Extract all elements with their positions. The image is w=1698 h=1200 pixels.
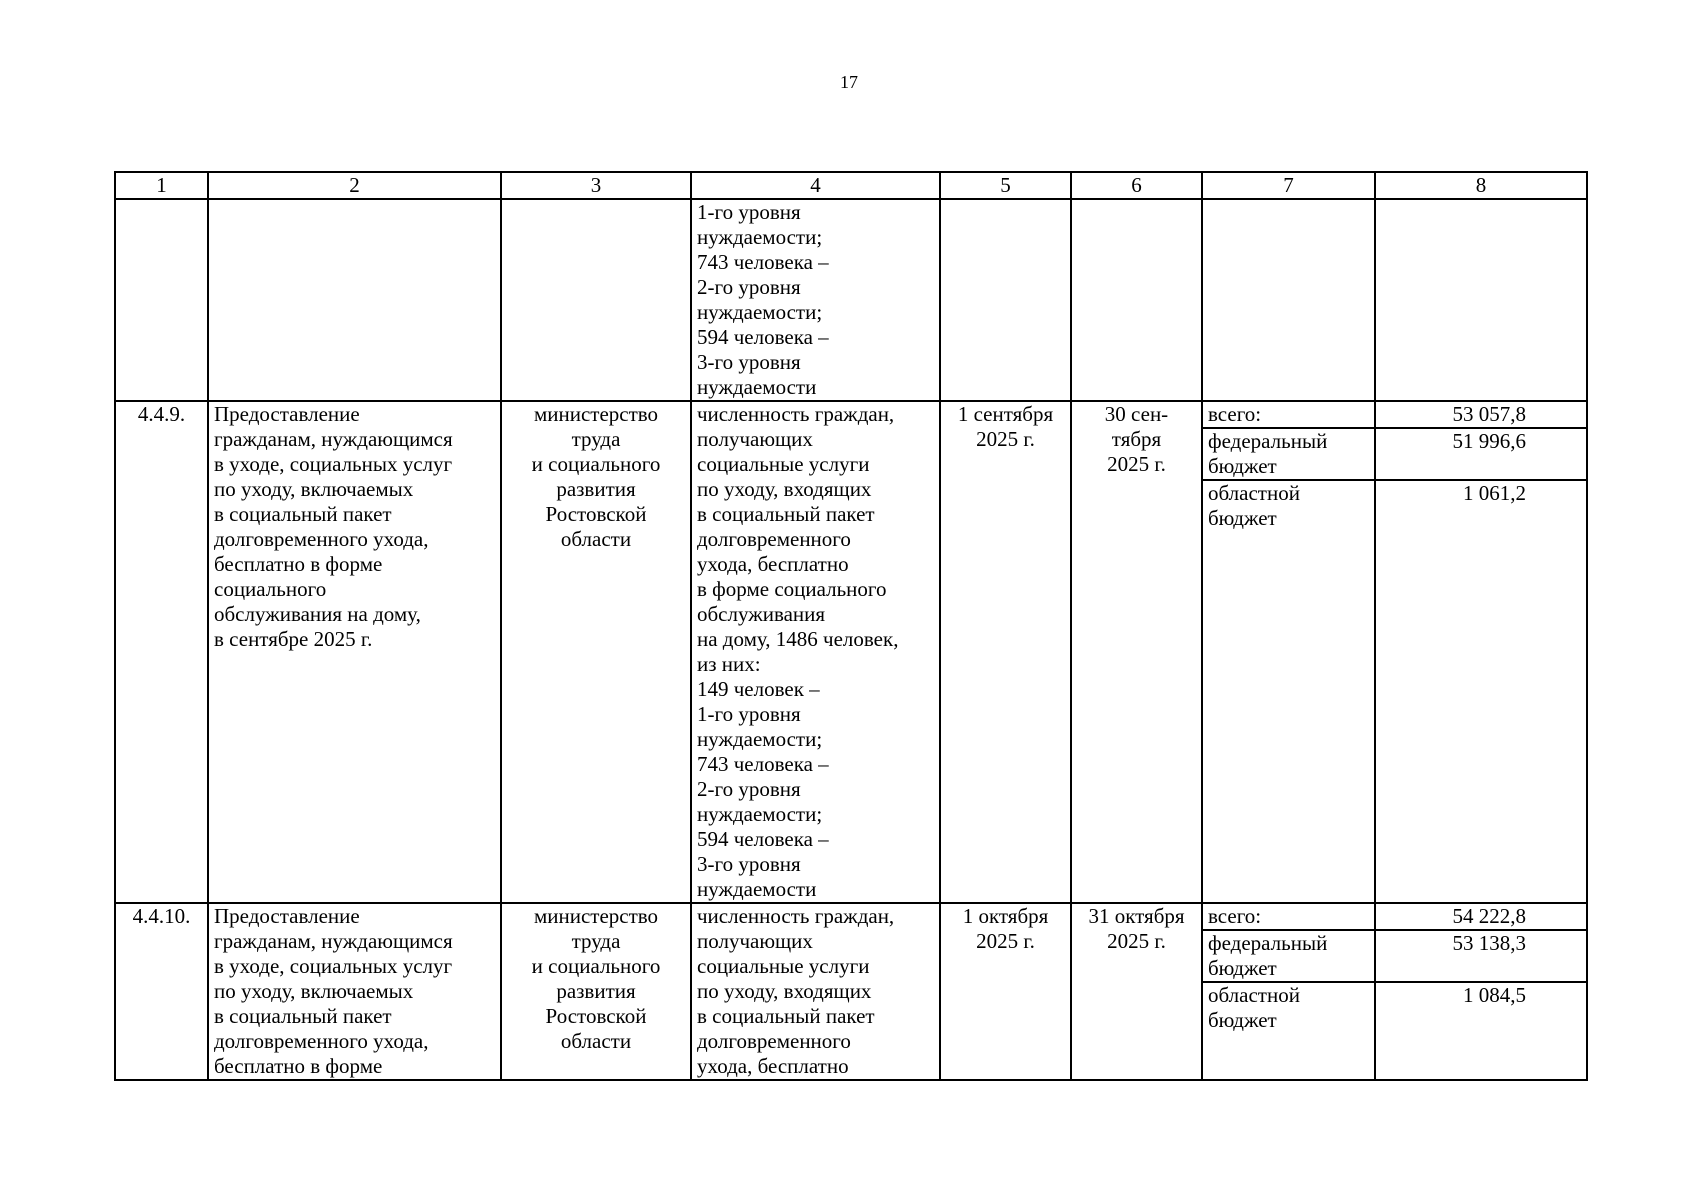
funding-source	[1203, 481, 1374, 531]
text-line: 3-го уровня	[697, 350, 801, 374]
expected-result	[691, 401, 940, 903]
text-line: бюджет	[1208, 506, 1277, 530]
text-line: всего:	[1208, 402, 1262, 426]
page-number: 17	[840, 72, 858, 92]
text-line: нуждаемости	[697, 375, 817, 399]
text-line: 1-го уровня	[697, 200, 801, 224]
funding-amount: 51 996,6	[1376, 429, 1586, 481]
text-line: области	[560, 527, 632, 551]
text-line: долговременного	[697, 527, 851, 551]
text-line: по уходу, входящих	[697, 477, 872, 501]
funding-amount: 53 057,8	[1376, 402, 1586, 429]
text-line: 149 человек –	[697, 677, 820, 701]
funding-source	[1203, 402, 1374, 429]
header-col-5: 5	[940, 172, 1071, 199]
text-line: долговременного ухода,	[214, 1029, 429, 1053]
text-line: 594 человека –	[697, 325, 829, 349]
header-col-1: 1	[115, 172, 208, 199]
text-line: по уходу, включаемых	[214, 477, 414, 501]
text-line: в социальный пакет	[214, 502, 392, 526]
text-line: социального	[214, 577, 327, 601]
text-line: в социальный пакет	[214, 1004, 392, 1028]
text-line: нуждаемости;	[697, 300, 823, 324]
text-line: получающих	[697, 427, 813, 451]
text-line: Предоставление	[214, 402, 360, 426]
text-line: обслуживания на дому,	[214, 602, 421, 626]
text-line: областной	[1208, 983, 1300, 1007]
text-line: нуждаемости;	[697, 727, 823, 751]
text-line: в социальный пакет	[697, 1004, 875, 1028]
text-line: 30 сен-	[1104, 402, 1169, 426]
text-line: в сентябре 2025 г.	[214, 627, 373, 651]
text-line: нуждаемости	[697, 877, 817, 901]
text-line: в уходе, социальных услуг	[214, 954, 453, 978]
funding-source	[1203, 931, 1374, 983]
text-line: 2025 г.	[976, 929, 1035, 953]
funding-amounts	[1375, 903, 1587, 1080]
text-line: бюджет	[1208, 956, 1277, 980]
text-line: труда	[571, 427, 621, 451]
text-line: и социального	[531, 954, 661, 978]
continuation-row	[115, 199, 1587, 401]
table-row	[115, 401, 1587, 903]
program-table	[114, 171, 1588, 1081]
text-line: 3-го уровня	[697, 852, 801, 876]
text-line: обслуживания	[697, 602, 826, 626]
end-date	[1071, 401, 1202, 903]
text-line: 1 сентября	[957, 402, 1054, 426]
text-line: министерство	[533, 904, 659, 928]
funding-source	[1203, 983, 1374, 1033]
text-line: труда	[571, 929, 621, 953]
text-line: 2025 г.	[1107, 452, 1166, 476]
text-line: 2025 г.	[976, 427, 1035, 451]
text-line: бесплатно в форме	[214, 552, 383, 576]
text-line: по уходу, входящих	[697, 979, 872, 1003]
header-col-8: 8	[1375, 172, 1587, 199]
header-col-2: 2	[208, 172, 501, 199]
table-row	[115, 903, 1587, 1080]
text-line: 594 человека –	[697, 827, 829, 851]
text-line: всего:	[1208, 904, 1262, 928]
text-line: в уходе, социальных услуг	[214, 452, 453, 476]
text-line: долговременного ухода,	[214, 527, 429, 551]
header-row	[115, 172, 1587, 199]
text-line: долговременного	[697, 1029, 851, 1053]
executor	[501, 903, 691, 1080]
text-line: 743 человека –	[697, 752, 829, 776]
text-line: бюджет	[1208, 1008, 1277, 1032]
text-line: 1 октября	[962, 904, 1049, 928]
row-number: 4.4.10.	[115, 903, 208, 1080]
text-line: численность граждан,	[697, 402, 895, 426]
text-line: бюджет	[1208, 454, 1277, 478]
text-line: из них:	[697, 652, 761, 676]
text-line: в социальный пакет	[697, 502, 875, 526]
text-line: федеральный	[1208, 931, 1328, 955]
text-line: социальные услуги	[697, 452, 870, 476]
text-line: 1-го уровня	[697, 702, 801, 726]
text-line: гражданам, нуждающимся	[214, 929, 453, 953]
measure-name	[208, 903, 501, 1080]
text-line: 2025 г.	[1107, 929, 1166, 953]
header-col-4: 4	[691, 172, 940, 199]
text-line: федеральный	[1208, 429, 1328, 453]
row-number: 4.4.9.	[115, 401, 208, 903]
header-col-7: 7	[1202, 172, 1375, 199]
funding-sources	[1202, 401, 1375, 903]
text-line: социальные услуги	[697, 954, 870, 978]
funding-amount: 1 084,5	[1463, 983, 1526, 1007]
header-col-6: 6	[1071, 172, 1202, 199]
funding-amounts	[1375, 401, 1587, 903]
text-line: и социального	[531, 452, 661, 476]
measure-name	[208, 401, 501, 903]
expected-result	[691, 903, 940, 1080]
funding-amount: 54 222,8	[1376, 904, 1586, 931]
text-line: в форме социального	[697, 577, 887, 601]
funding-sources	[1202, 903, 1375, 1080]
text-line: Ростовской	[545, 1004, 647, 1028]
header-col-3: 3	[501, 172, 691, 199]
text-line: Ростовской	[545, 502, 647, 526]
funding-amount: 53 138,3	[1376, 931, 1586, 983]
funding-amount: 1 061,2	[1463, 481, 1526, 505]
text-line: области	[560, 1029, 632, 1053]
text-line: 2-го уровня	[697, 275, 801, 299]
text-line: развития	[556, 979, 636, 1003]
text-line: тября	[1111, 427, 1162, 451]
text-line: гражданам, нуждающимся	[214, 427, 453, 451]
start-date	[940, 903, 1071, 1080]
text-line: нуждаемости;	[697, 802, 823, 826]
text-line: 743 человека –	[697, 250, 829, 274]
text-line: по уходу, включаемых	[214, 979, 414, 1003]
text-line: численность граждан,	[697, 904, 895, 928]
funding-source	[1203, 429, 1374, 481]
end-date	[1071, 903, 1202, 1080]
funding-source	[1203, 904, 1374, 931]
text-line: 2-го уровня	[697, 777, 801, 801]
text-line: министерство	[533, 402, 659, 426]
text-line: Предоставление	[214, 904, 360, 928]
text-line: областной	[1208, 481, 1300, 505]
text-line: ухода, бесплатно	[697, 1054, 849, 1078]
executor	[501, 401, 691, 903]
text-line: на дому, 1486 человек,	[697, 627, 899, 651]
text-line: развития	[556, 477, 636, 501]
text-line: бесплатно в форме	[214, 1054, 383, 1078]
text-line: ухода, бесплатно	[697, 552, 849, 576]
text-line: 31 октября	[1088, 904, 1185, 928]
start-date	[940, 401, 1071, 903]
continuation-result	[691, 199, 940, 401]
text-line: нуждаемости;	[697, 225, 823, 249]
text-line: получающих	[697, 929, 813, 953]
